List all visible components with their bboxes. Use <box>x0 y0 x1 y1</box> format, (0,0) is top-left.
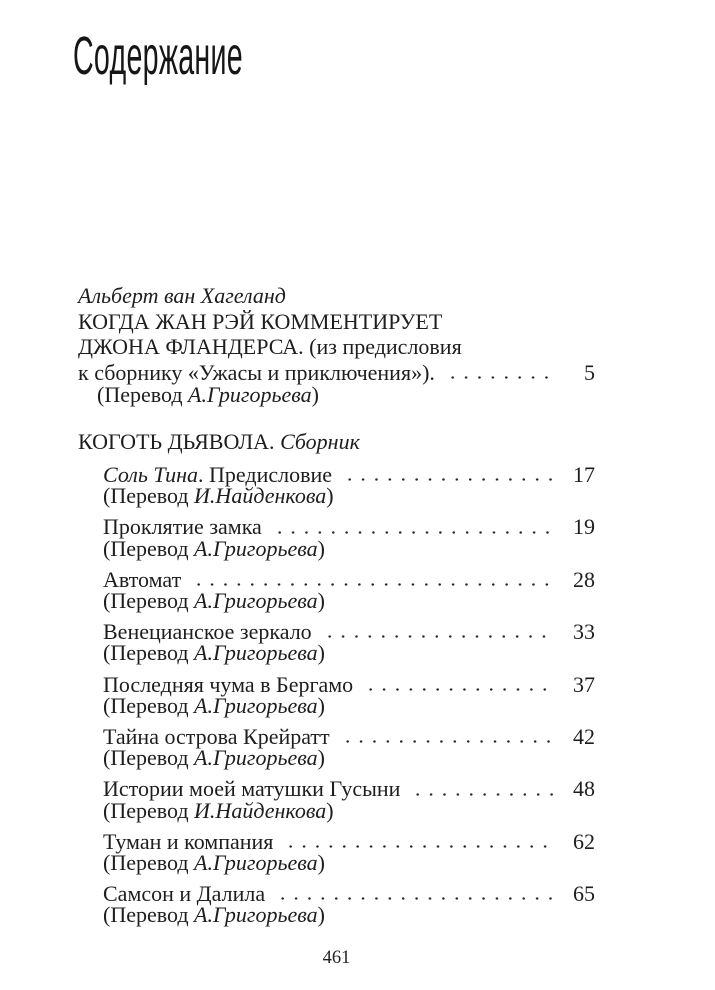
entry-title-text: Проклятие замка <box>103 514 262 540</box>
entry-title-row <box>103 724 595 750</box>
toc-entry <box>103 828 595 876</box>
entry-title <box>103 881 266 907</box>
page-title: Содержание <box>73 26 243 86</box>
toc-entry <box>103 462 595 509</box>
translator-suffix: ) <box>317 850 325 876</box>
translator-name: А.Григорьева <box>194 588 318 614</box>
translator-prefix: (Перевод <box>103 640 195 666</box>
translator-line <box>103 850 595 876</box>
entry-title-text: Истории моей матушки Гусыни <box>103 776 401 802</box>
entry-title <box>103 828 274 854</box>
entry-page-number: 42 <box>573 724 595 750</box>
entry-title <box>103 619 312 645</box>
translator-prefix: (Перевод <box>103 850 195 876</box>
translator-line <box>103 483 595 509</box>
entry-page-number: 62 <box>573 828 595 854</box>
preface-title-line-3: к сборнику «Ужасы и приключения»). <box>78 359 435 385</box>
preface-author: Альберт ван Хагеланд <box>78 283 286 308</box>
dot-leader <box>280 843 555 850</box>
dot-leader <box>407 791 555 798</box>
translator-line <box>103 588 595 614</box>
entry-page-number: 48 <box>573 776 595 802</box>
translator-line <box>103 692 595 718</box>
section-header <box>78 429 595 455</box>
translator-name: А.Григорьева <box>194 850 318 876</box>
entry-title-italic: Соль Тина <box>103 462 199 487</box>
translator-prefix: (Перевод <box>97 382 189 407</box>
translator-prefix: (Перевод <box>103 902 195 928</box>
entry-page-number: 33 <box>573 619 595 645</box>
translator-name: А.Григорьева <box>194 535 318 561</box>
translator-name: А.Григорьева <box>194 902 318 928</box>
entry-title-text: Тайна острова Крейратт <box>103 724 330 750</box>
dot-leader <box>319 633 555 640</box>
translator-prefix: (Перевод <box>103 535 195 561</box>
translator-name: А.Григорьева <box>194 745 318 771</box>
translator-suffix: ) <box>326 797 334 823</box>
entry-title-row <box>103 514 595 540</box>
toc-entry <box>103 514 595 561</box>
entry-page-number: 65 <box>573 881 595 907</box>
entry-page-number: 17 <box>573 462 595 487</box>
dot-leader <box>339 476 555 483</box>
toc-preface-entry <box>78 283 595 408</box>
footer-page-number: 461 <box>322 948 351 968</box>
entry-title-text: Последняя чума в Бергамо <box>103 671 354 697</box>
translator-line <box>103 535 595 561</box>
entry-title-row <box>103 776 595 802</box>
section-title: КОГОТЬ ДЬЯВОЛА. <box>78 428 275 454</box>
entry-title-row <box>103 828 595 854</box>
translator-suffix: ) <box>326 483 334 509</box>
translator-prefix: (Перевод <box>103 692 195 718</box>
toc-entries <box>103 464 595 926</box>
entry-title <box>103 566 182 592</box>
entry-page-number: 28 <box>573 566 595 592</box>
toc-entry <box>103 671 595 718</box>
toc-entry <box>103 724 595 771</box>
translator-line <box>97 382 595 408</box>
dot-leader <box>442 374 555 381</box>
entry-title <box>103 724 330 750</box>
toc-entry <box>103 881 595 928</box>
entry-title <box>103 671 354 697</box>
entry-title-row <box>103 881 595 907</box>
preface-title-line-1: КОГДА ЖАН РЭЙ КОММЕНТИРУЕТ <box>78 308 443 334</box>
dot-leader <box>272 895 555 902</box>
dot-leader <box>188 581 555 588</box>
entry-page-number: 37 <box>573 671 595 697</box>
translator-line <box>103 640 595 666</box>
entry-title-text: Туман и компания <box>103 828 274 854</box>
entry-title <box>103 464 332 485</box>
translator-prefix: (Перевод <box>103 483 195 509</box>
entry-page-number: 19 <box>573 514 595 540</box>
section-subtitle: Сборник <box>274 428 360 454</box>
dot-leader <box>360 686 555 693</box>
translator-name: И.Найденкова <box>194 797 327 823</box>
entry-title-row <box>103 464 595 485</box>
translator-name: А.Григорьева <box>194 640 318 666</box>
entry-title-text: . Предисловие <box>198 462 333 487</box>
entry-title <box>103 514 262 540</box>
dot-leader <box>337 738 555 745</box>
translator-suffix: ) <box>317 745 325 771</box>
translator-suffix: ) <box>317 692 325 718</box>
translator-suffix: ) <box>317 640 325 666</box>
toc-entry <box>103 776 595 823</box>
translator-name: А.Григорьева <box>194 692 318 718</box>
translator-suffix: ) <box>311 382 319 407</box>
toc-entry <box>103 566 595 614</box>
translator-prefix: (Перевод <box>103 745 195 771</box>
translator-suffix: ) <box>317 535 325 561</box>
entry-title-text: Венецианское зеркало <box>103 619 312 645</box>
translator-suffix: ) <box>317 902 325 928</box>
translator-line <box>103 745 595 771</box>
entry-title-row <box>103 566 595 592</box>
translator-prefix: (Перевод <box>103 797 195 823</box>
toc-content <box>78 283 595 936</box>
entry-title <box>103 776 401 802</box>
preface-title-line-2: ДЖОНА ФЛАНДЕРСА. (из предисловия <box>78 334 462 359</box>
entry-title-row <box>103 619 595 645</box>
translator-name: А.Григорьева <box>188 382 312 407</box>
translator-suffix: ) <box>317 588 325 614</box>
translator-line <box>103 902 595 928</box>
translator-prefix: (Перевод <box>103 588 195 614</box>
entry-title-text: Автомат <box>103 566 182 592</box>
entry-title-text: Самсон и Далила <box>103 881 266 907</box>
toc-entry <box>103 619 595 666</box>
dot-leader <box>269 529 555 536</box>
entry-title-row <box>103 671 595 697</box>
translator-name: И.Найденкова <box>194 483 327 509</box>
translator-line <box>103 797 595 823</box>
preface-page-number: 5 <box>584 359 595 385</box>
